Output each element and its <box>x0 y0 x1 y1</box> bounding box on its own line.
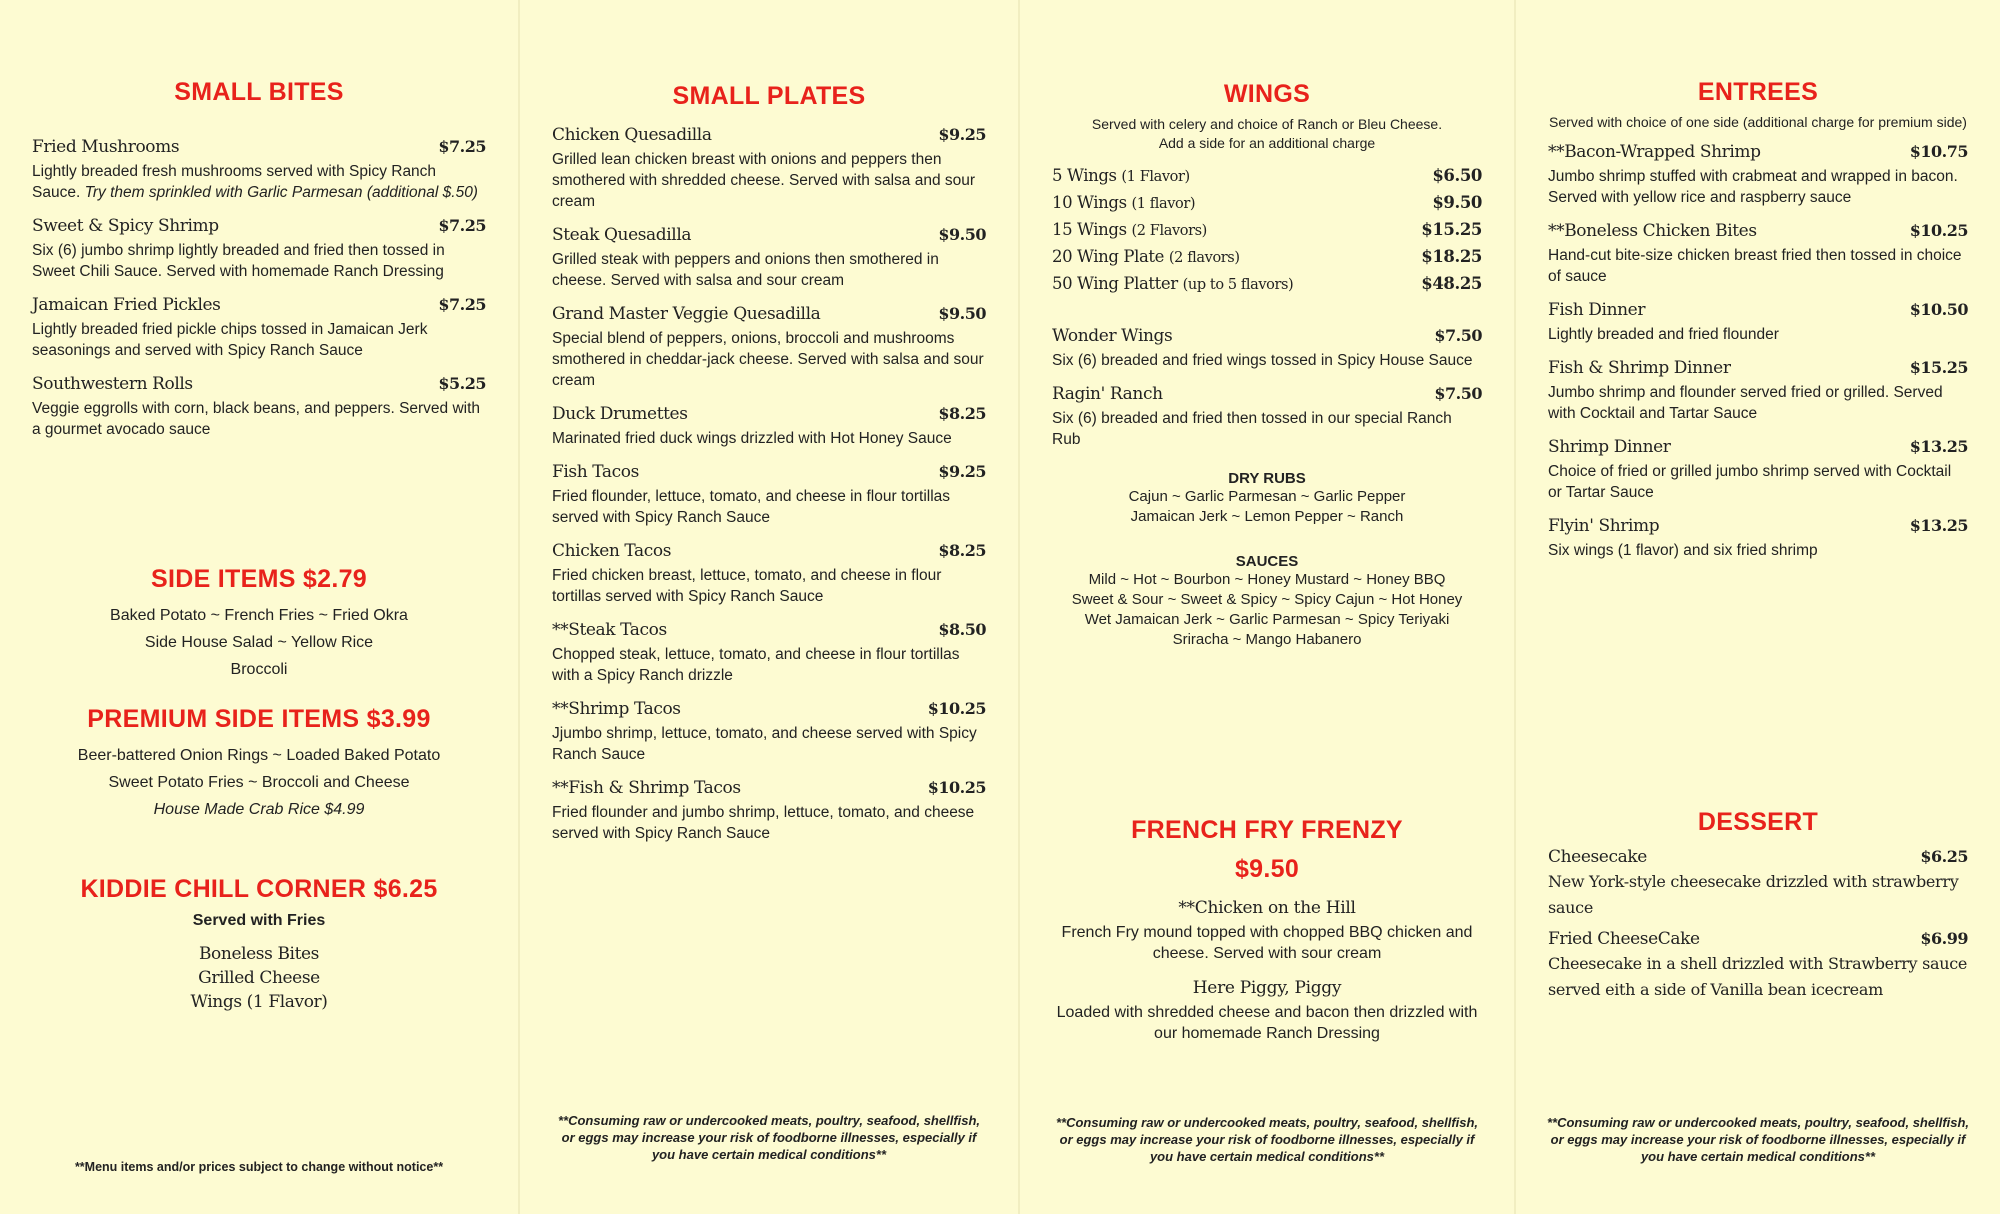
menu-item <box>552 462 986 528</box>
item-description: Chopped steak, lettuce, tomato, and cheese in flour tortillas with a Spicy Ranch drizzle <box>552 646 960 684</box>
item-name: Fish Tacos <box>552 462 639 482</box>
side-items-title: SIDE ITEMS $2.79 <box>151 565 367 593</box>
item-price: $9.25 <box>938 125 986 144</box>
sauces-line: Wet Jamaican Jerk ~ Garlic Parmesan ~ Spicy Teriyaki <box>1084 611 1450 628</box>
item-desc-text: Lightly breaded fresh mushrooms served with Spicy Ranch Sauce. <box>32 163 437 201</box>
kiddie-subtitle: Served with Fries <box>192 912 326 929</box>
side-items-list <box>32 602 486 683</box>
item-name: Fried CheeseCake <box>1548 929 1700 949</box>
premium-sides-line: Sweet Potato Fries ~ Broccoli and Cheese <box>108 774 410 791</box>
menu-item <box>1548 300 1968 345</box>
menu-item <box>552 620 986 686</box>
entrees-title: ENTREES <box>1697 78 1819 106</box>
premium-sides-italic-line: House Made Crab Rice $4.99 <box>153 801 365 818</box>
menu-item <box>1548 847 1968 921</box>
item-name: Jamaican Fried Pickles <box>32 295 221 315</box>
item-name: Duck Drumettes <box>552 404 688 424</box>
item-name: Flyin' Shrimp <box>1548 516 1660 536</box>
french-fry-item-desc: French Fry mound topped with chopped BBQ chicken and cheese. Served with sour cream <box>1061 924 1473 962</box>
small-plates-title: SMALL PLATES <box>672 82 866 110</box>
wing-count-price: $15.25 <box>1421 220 1482 239</box>
premium-sides-line: Beer-battered Onion Rings ~ Loaded Baked Potato <box>77 747 441 764</box>
wing-count-name: 15 Wings <box>1052 220 1127 239</box>
disclaimer: **Consuming raw or undercooked meats, poultry, seafood, shellfish, or eggs may increase your risk of foodborne illnesses, especially if you have certain medical conditions** <box>1546 1115 1970 1164</box>
wing-count-name: 20 Wing Plate <box>1052 247 1165 266</box>
menu-item <box>1548 142 1968 208</box>
item-price: $5.25 <box>438 374 486 393</box>
sauces-title: SAUCES <box>1235 553 1299 570</box>
dry-rubs-line: Jamaican Jerk ~ Lemon Pepper ~ Ranch <box>1130 508 1404 525</box>
item-description: Veggie eggrolls with corn, black beans, and peppers. Served with a gourmet avocado sauce <box>32 400 481 438</box>
french-fry-item-desc: Loaded with shredded cheese and bacon then drizzled with our homemade Ranch Dressing <box>1056 1004 1478 1042</box>
wing-count-price: $18.25 <box>1421 247 1482 266</box>
menu-item <box>32 137 486 203</box>
item-price: $8.25 <box>938 541 986 560</box>
item-desc-italic: Try them sprinkled with Garlic Parmesan (additional $.50) <box>84 184 478 201</box>
menu-item <box>1052 326 1482 371</box>
item-name: Fish & Shrimp Dinner <box>1548 358 1731 378</box>
side-items-line: Baked Potato ~ French Fries ~ Fried Okra <box>110 607 408 624</box>
item-price: $13.25 <box>1909 437 1968 456</box>
item-description: Special blend of peppers, onions, broccoli and mushrooms smothered in cheddar-jack cheese. Served with salsa and sour cream <box>552 330 984 389</box>
item-price: $7.50 <box>1434 326 1482 345</box>
entrees-note: Served with choice of one side (additional charge for premium side) <box>1549 114 1967 130</box>
menu-item <box>32 295 486 361</box>
wing-count-detail: (2 Flavors) <box>1131 223 1207 239</box>
panel-entrees <box>1514 0 2000 1214</box>
premium-sides-title: PREMIUM SIDE ITEMS $3.99 <box>87 705 431 733</box>
item-name: Chicken Tacos <box>552 541 672 561</box>
menu-item <box>552 778 986 844</box>
item-description: Grilled steak with peppers and onions then smothered in cheese. Served with salsa and sour cream <box>552 251 939 289</box>
item-description: Six (6) breaded and fried wings tossed in Spicy House Sauce <box>1052 352 1473 369</box>
item-name: Ragin' Ranch <box>1052 384 1163 404</box>
item-price: $8.50 <box>938 620 986 639</box>
item-description: Six (6) jumbo shrimp lightly breaded and fried then tossed in Sweet Chili Sauce. Served with homemade Ranch Dressing <box>32 242 445 280</box>
item-name: Cheesecake <box>1548 847 1647 867</box>
item-name: Chicken Quesadilla <box>552 125 712 145</box>
item-description: Jumbo shrimp stuffed with crabmeat and wrapped in bacon. Served with yellow rice and raspberry sauce <box>1548 168 1958 206</box>
disclaimer: **Consuming raw or undercooked meats, poultry, seafood, shellfish, or eggs may increase your risk of foodborne illnesses, especially if you have certain medical conditions** <box>557 1113 981 1162</box>
menu-item <box>552 304 986 391</box>
wings-note <box>1052 115 1482 153</box>
item-description: Jjumbo shrimp, lettuce, tomato, and cheese served with Spicy Ranch Sauce <box>552 725 977 763</box>
item-name: Steak Quesadilla <box>552 225 692 245</box>
item-description: Fried flounder and jumbo shrimp, lettuce, tomato, and cheese served with Spicy Ranch Sauce <box>552 804 975 842</box>
item-price: $9.50 <box>938 304 986 323</box>
item-description: Jumbo shrimp and flounder served fried or grilled. Served with Cocktail and Tartar Sauce <box>1548 384 1943 422</box>
item-description: Fried flounder, lettuce, tomato, and cheese in flour tortillas served with Spicy Ranch Sauce <box>552 488 951 526</box>
wing-count-detail: (up to 5 flavors) <box>1182 277 1294 293</box>
wing-count-detail: (2 flavors) <box>1168 250 1240 266</box>
menu-item <box>1548 221 1968 287</box>
footer-note: **Menu items and/or prices subject to change without notice** <box>74 1160 444 1174</box>
item-description: Six wings (1 flavor) and six fried shrimp <box>1548 542 1818 559</box>
item-price: $9.50 <box>938 225 986 244</box>
item-description: Choice of fried or grilled jumbo shrimp served with Cocktail or Tartar Sauce <box>1548 463 1952 501</box>
dessert-title: DESSERT <box>1697 808 1819 836</box>
item-name: **Bacon-Wrapped Shrimp <box>1548 142 1761 162</box>
menu-item <box>1548 437 1968 503</box>
wings-title: WINGS <box>1223 80 1311 108</box>
french-fry-item-name: **Chicken on the Hill <box>1178 898 1356 918</box>
item-price: $9.25 <box>938 462 986 481</box>
menu-item <box>1548 358 1968 424</box>
menu-item <box>552 125 986 212</box>
menu-item <box>1548 929 1968 1003</box>
kiddie-item: Wings (1 Flavor) <box>190 992 328 1012</box>
french-fry-title: FRENCH FRY FRENZY <box>1131 816 1403 844</box>
item-description <box>32 161 486 203</box>
item-name: Grand Master Veggie Quesadilla <box>552 304 821 324</box>
item-name: Wonder Wings <box>1052 326 1173 346</box>
item-name: Fish Dinner <box>1548 300 1646 320</box>
item-description: Hand-cut bite-size chicken breast fried then tossed in choice of sauce <box>1548 247 1962 285</box>
wing-count-row <box>1052 271 1482 298</box>
kiddie-item: Grilled Cheese <box>198 968 320 988</box>
side-items-line: Side House Salad ~ Yellow Rice <box>144 634 374 651</box>
item-name: Fried Mushrooms <box>32 137 180 157</box>
item-price: $15.25 <box>1909 358 1968 377</box>
wing-count-price: $9.50 <box>1432 193 1482 212</box>
item-price: $7.25 <box>438 295 486 314</box>
item-description: Grilled lean chicken breast with onions and peppers then smothered with shredded cheese. Served with salsa and sour cream <box>552 151 976 210</box>
kiddie-title: KIDDIE CHILL CORNER $6.25 <box>80 875 438 903</box>
french-fry-section <box>1052 816 1482 1044</box>
menu-item <box>1052 384 1482 450</box>
kiddie-list <box>32 942 486 1014</box>
item-price: $7.50 <box>1434 384 1482 403</box>
french-fry-item-name: Here Piggy, Piggy <box>1192 978 1342 998</box>
item-name: **Boneless Chicken Bites <box>1548 221 1757 241</box>
wing-count-name: 50 Wing Platter <box>1052 274 1178 293</box>
wing-count-row <box>1052 217 1482 244</box>
item-price: $7.25 <box>438 216 486 235</box>
item-description: Six (6) breaded and fried then tossed in our special Ranch Rub <box>1052 410 1452 448</box>
small-bites-title: SMALL BITES <box>174 78 344 106</box>
item-description: Marinated fried duck wings drizzled with Hot Honey Sauce <box>552 430 952 447</box>
menu-item <box>552 225 986 291</box>
item-price: $8.25 <box>938 404 986 423</box>
item-price: $7.25 <box>438 137 486 156</box>
item-name: **Shrimp Tacos <box>552 699 681 719</box>
panel-small-bites <box>0 0 518 1214</box>
item-price: $10.75 <box>1909 142 1968 161</box>
item-name: Southwestern Rolls <box>32 374 193 394</box>
wing-count-price: $48.25 <box>1421 274 1482 293</box>
wing-count-detail: (1 flavor) <box>1131 196 1196 212</box>
item-name: **Fish & Shrimp Tacos <box>552 778 741 798</box>
item-name: Shrimp Dinner <box>1548 437 1671 457</box>
menu-item <box>32 216 486 282</box>
item-price: $10.25 <box>927 699 986 718</box>
item-price: $10.50 <box>1909 300 1968 319</box>
menu-item <box>552 541 986 607</box>
side-items-line: Broccoli <box>230 661 288 678</box>
menu-item <box>32 374 486 440</box>
item-description: Lightly breaded fried pickle chips tossed in Jamaican Jerk seasonings and served with Spicy Ranch Sauce <box>32 321 428 359</box>
item-price: $6.25 <box>1920 847 1968 866</box>
sauces-line: Sweet & Sour ~ Sweet & Spicy ~ Spicy Cajun ~ Hot Honey <box>1071 591 1463 608</box>
item-price: $6.99 <box>1920 929 1968 948</box>
menu-item <box>1548 516 1968 561</box>
item-description: Cheesecake in a shell drizzled with Strawberry sauce served eith a side of Vanilla bean icecream <box>1548 954 1968 999</box>
item-description: Lightly breaded and fried flounder <box>1548 326 1779 343</box>
item-price: $10.25 <box>927 778 986 797</box>
dessert-section <box>1548 808 1968 1016</box>
kiddie-item: Boneless Bites <box>198 944 320 964</box>
wing-count-price: $6.50 <box>1432 166 1482 185</box>
item-name: Sweet & Spicy Shrimp <box>32 216 219 236</box>
wing-count-name: 5 Wings <box>1052 166 1117 185</box>
wing-count-row <box>1052 190 1482 217</box>
dry-rubs-title: DRY RUBS <box>1228 470 1306 487</box>
wings-note-line: Served with celery and choice of Ranch or Bleu Cheese. <box>1091 116 1443 132</box>
wing-count-name: 10 Wings <box>1052 193 1127 212</box>
item-price: $13.25 <box>1909 516 1968 535</box>
french-fry-price: $9.50 <box>1234 855 1300 883</box>
item-description: New York-style cheesecake drizzled with strawberry sauce <box>1548 872 1959 917</box>
dry-rubs-line: Cajun ~ Garlic Parmesan ~ Garlic Pepper <box>1128 488 1406 505</box>
menu-item <box>552 404 986 449</box>
item-description: Fried chicken breast, lettuce, tomato, and cheese in flour tortillas served with Spicy Ranch Sauce <box>552 567 942 605</box>
item-name: **Steak Tacos <box>552 620 667 640</box>
panel-small-plates <box>518 0 1018 1214</box>
wing-count-detail: (1 Flavor) <box>1121 169 1190 185</box>
sauces-line: Mild ~ Hot ~ Bourbon ~ Honey Mustard ~ Honey BBQ <box>1088 571 1446 588</box>
premium-sides-list <box>32 742 486 823</box>
menu-item <box>552 699 986 765</box>
wings-note-line: Add a side for an additional charge <box>1158 135 1376 151</box>
disclaimer: **Consuming raw or undercooked meats, poultry, seafood, shellfish, or eggs may increase your risk of foodborne illnesses, especially if you have certain medical conditions** <box>1055 1115 1479 1164</box>
wing-count-row <box>1052 244 1482 271</box>
wing-count-row <box>1052 163 1482 190</box>
sauces-line: Sriracha ~ Mango Habanero <box>1172 631 1362 648</box>
panel-wings <box>1018 0 1514 1214</box>
item-price: $10.25 <box>1909 221 1968 240</box>
